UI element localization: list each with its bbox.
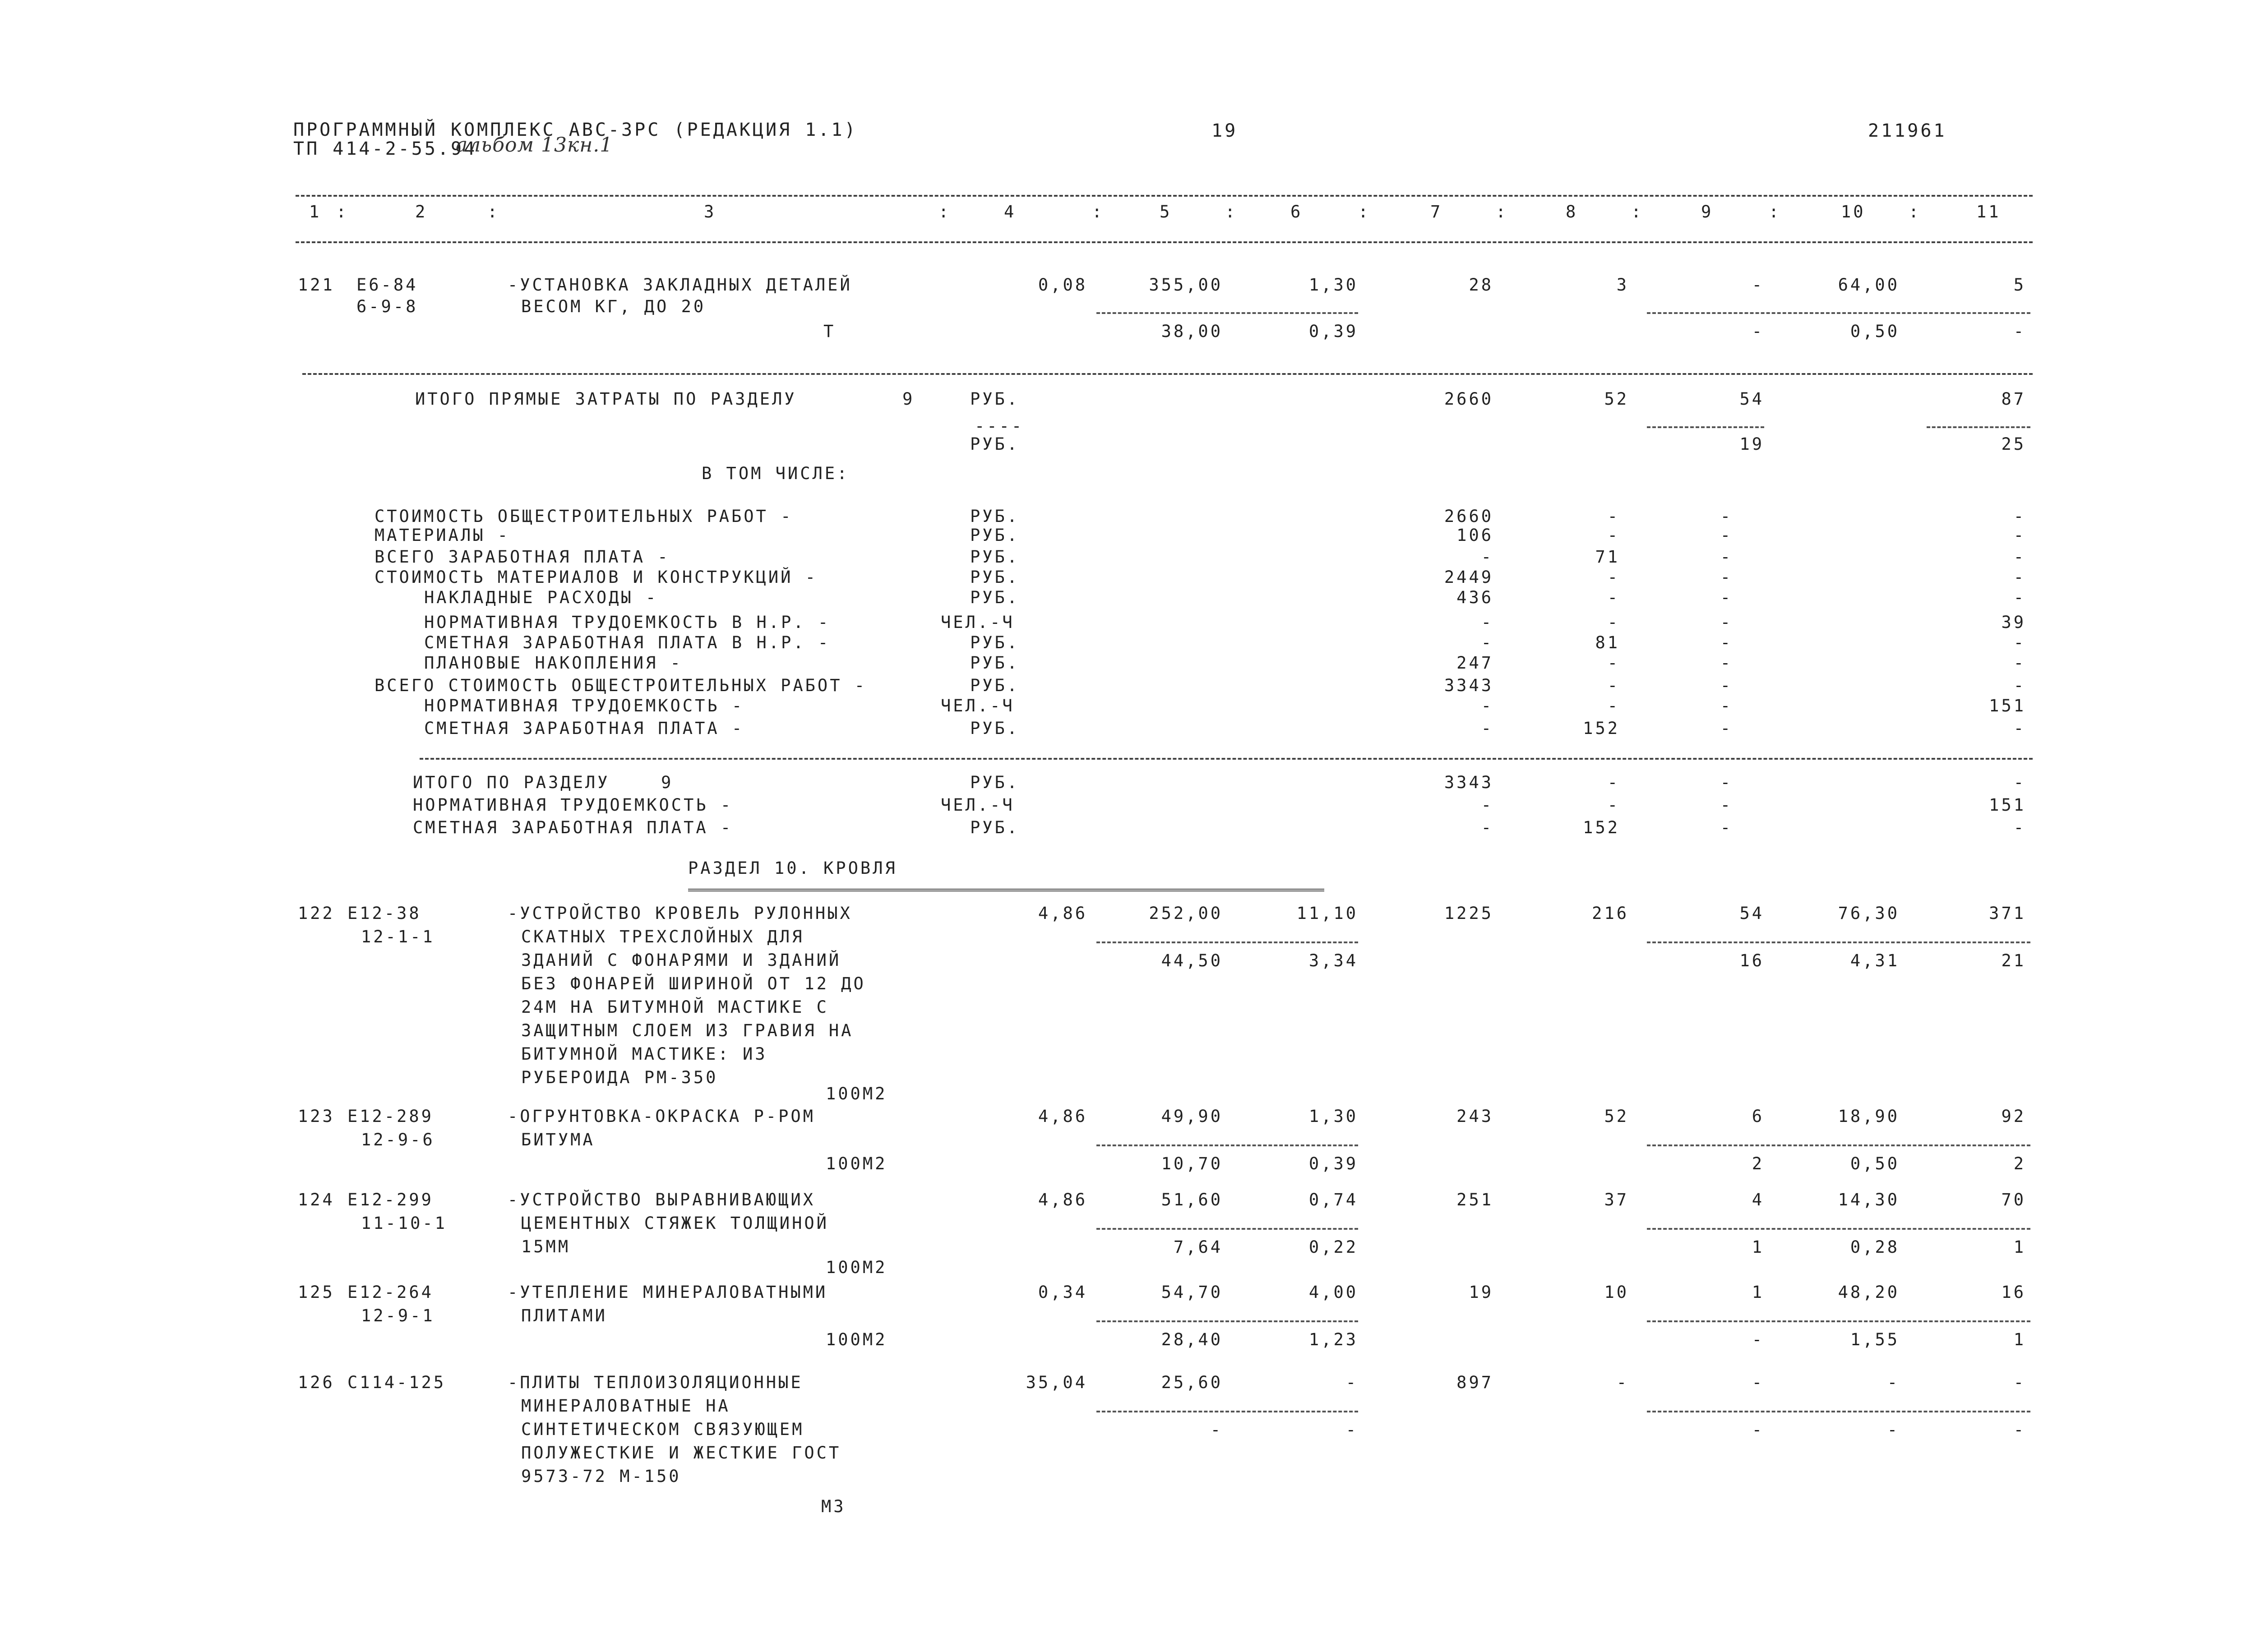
labor-total-machine: 1 [2013, 1330, 2026, 1349]
total-wage: - [1607, 507, 1620, 526]
labor-total: 151 [1989, 696, 2026, 715]
summary-label: ИТОГО ПРЯМЫЕ ЗАТРАТЫ ПО РАЗДЕЛУ [415, 389, 797, 409]
machine-total: - [1720, 633, 1733, 652]
machine-total: - [1720, 795, 1733, 815]
labor-total: 16 [2001, 1283, 2026, 1302]
total-wage: 37 [1604, 1190, 1629, 1209]
breakdown-label: СМЕТНАЯ ЗАРАБОТНАЯ ПЛАТА В Н.Р. - [424, 633, 831, 652]
row-number: 122 [298, 904, 335, 923]
breakdown-label: СТОИМОСТЬ ОБЩЕСТРОИТЕЛЬНЫХ РАБОТ - [374, 507, 793, 526]
labor-total: - [2013, 633, 2026, 652]
row-number: 124 [298, 1190, 335, 1209]
unit: 100М2 [826, 1154, 888, 1173]
total-wage: - [1607, 526, 1620, 545]
machine-wage-total: 2 [1752, 1154, 1764, 1173]
labor-norm-machine: 0,50 [1850, 322, 1900, 341]
machine-total: 6 [1752, 1107, 1764, 1126]
labor-norm: - [1887, 1373, 1900, 1392]
total-wage: 52 [1604, 1107, 1629, 1126]
machine-cost: 1,30 [1308, 1107, 1358, 1126]
total-cost: 2449 [1444, 568, 1493, 587]
total-cost: - [1481, 633, 1493, 652]
machine-total: - [1720, 676, 1733, 695]
section-title: РАЗДЕЛ 10. КРОВЛЯ [688, 858, 897, 878]
machine-total: - [1720, 719, 1733, 738]
total-cost: 243 [1456, 1107, 1493, 1126]
total-wage: 3 [1616, 275, 1629, 295]
labor-norm-machine: 0,50 [1850, 1154, 1900, 1173]
unit-cost: 54,70 [1161, 1283, 1223, 1302]
total-wage: 71 [1595, 547, 1620, 567]
work-description: -УСТРОЙСТВО ВЫРАВНИВАЮЩИХ [508, 1190, 815, 1209]
unit: РУБ. [970, 653, 1020, 673]
col-header: 10 [1841, 202, 1866, 221]
labor-norm: 18,90 [1838, 1107, 1900, 1126]
labor-norm: 14,30 [1838, 1190, 1900, 1209]
handwritten-note: альбом 13кн.1 [456, 134, 613, 157]
row-number: 126 [298, 1373, 335, 1392]
unit: РУБ. [970, 507, 1020, 526]
unit: РУБ. [970, 719, 1020, 738]
machine-total: - [1720, 818, 1733, 837]
total-cost: - [1481, 613, 1493, 632]
total-cost: 3343 [1444, 676, 1493, 695]
rate-code: 6-9-8 [356, 297, 418, 316]
labor-total: 5 [2013, 275, 2026, 295]
rate-code: 12-1-1 [361, 927, 435, 946]
unit: РУБ. [970, 633, 1020, 652]
machine-wage-total: 1 [1752, 1237, 1764, 1257]
page-number: 19 [1211, 120, 1238, 141]
machine-wage: 1,23 [1308, 1330, 1358, 1349]
unit: РУБ. [970, 568, 1020, 587]
col-header: 2 [415, 202, 428, 221]
labor-total: - [2013, 1373, 2026, 1392]
machine-total: - [1720, 568, 1733, 587]
section-number: 9 [661, 773, 674, 792]
work-description: ЗДАНИЙ С ФОНАРЯМИ И ЗДАНИЙ [521, 951, 841, 970]
labor-total-machine: - [2013, 322, 2026, 341]
labor-norm-machine: 4,31 [1850, 951, 1900, 970]
machine-cost: 1,30 [1308, 275, 1358, 295]
row-number: 123 [298, 1107, 335, 1126]
machine-total: - [1720, 613, 1733, 632]
labor-total: - [2013, 676, 2026, 695]
divider [296, 195, 2033, 197]
section-number: 9 [902, 389, 915, 409]
unit: РУБ. [970, 773, 1020, 792]
unit-cost: 51,60 [1161, 1190, 1223, 1209]
unit: ЧЕЛ.-Ч [941, 795, 1015, 815]
labor-total-machine: 21 [2001, 951, 2026, 970]
machine-wage: 0,39 [1308, 322, 1358, 341]
machine-total: 4 [1752, 1190, 1764, 1209]
total-wage: 81 [1595, 633, 1620, 652]
machine-total: - [1720, 526, 1733, 545]
quantity: 0,34 [1038, 1283, 1087, 1302]
machine-total: - [1720, 507, 1733, 526]
machine-wage: 3,34 [1308, 951, 1358, 970]
total-wage: - [1616, 1373, 1629, 1392]
divider [296, 241, 2033, 243]
labor-norm: 48,20 [1838, 1283, 1900, 1302]
section-underline [688, 889, 1324, 891]
work-description: -ОГРУНТОВКА-ОКРАСКА Р-РОМ [508, 1107, 815, 1126]
labor-total: - [2013, 526, 2026, 545]
breakdown-label: НОРМАТИВНАЯ ТРУДОЕМКОСТЬ - [424, 696, 744, 715]
unit-cost: 252,00 [1149, 904, 1223, 923]
unit: РУБ. [970, 547, 1020, 567]
quantity: 4,86 [1038, 1190, 1087, 1209]
unit: Т [823, 322, 836, 341]
total-cost: - [1481, 795, 1493, 815]
total-cost: - [1481, 719, 1493, 738]
unit: РУБ. [970, 526, 1020, 545]
machine-wage: - [1345, 1420, 1358, 1440]
machine-total: - [1720, 696, 1733, 715]
total-cost: 28 [1469, 275, 1493, 295]
work-description: -ПЛИТЫ ТЕПЛОИЗОЛЯЦИОННЫЕ [508, 1373, 803, 1392]
machine-total: 54 [1739, 389, 1764, 409]
total-cost: 1225 [1444, 904, 1493, 923]
program-title: ПРОГРАММНЫЙ КОМПЛЕКС АВС-3РС (РЕДАКЦИЯ 1.1) [293, 120, 858, 140]
total-wage: 52 [1604, 389, 1629, 409]
breakdown-label: МАТЕРИАЛЫ - [374, 526, 510, 545]
col-header: 5 [1160, 202, 1172, 221]
breakdown-label: ПЛАНОВЫЕ НАКОПЛЕНИЯ - [424, 653, 683, 673]
labor-total: - [2013, 818, 2026, 837]
labor-total: - [2013, 507, 2026, 526]
including-label: В ТОМ ЧИСЛЕ: [702, 464, 850, 483]
machine-wage-total: - [1752, 322, 1764, 341]
rate-code: Е12-38 [347, 904, 421, 923]
machine-total: - [1720, 653, 1733, 673]
machine-total: 54 [1739, 904, 1764, 923]
work-description: СИНТЕТИЧЕСКОМ СВЯЗУЮЩЕМ [521, 1420, 804, 1439]
total-cost: 2660 [1444, 507, 1493, 526]
work-description: РУБЕРОИДА РМ-350 [521, 1068, 718, 1087]
labor-total: 70 [2001, 1190, 2026, 1209]
machine-cost: 4,00 [1308, 1283, 1358, 1302]
unit: 100М2 [826, 1258, 888, 1277]
labor-total: - [2013, 547, 2026, 567]
machine-total: - [1752, 275, 1764, 295]
labor-total-machine: - [2013, 1420, 2026, 1440]
total-cost: 247 [1456, 653, 1493, 673]
machine-cost: - [1345, 1373, 1358, 1392]
quantity: 0,08 [1038, 275, 1087, 295]
labor-total-machine: 25 [2001, 434, 2026, 454]
row-number: 121 [298, 275, 335, 295]
labor-norm-machine: - [1887, 1420, 1900, 1440]
labor-total: - [2013, 719, 2026, 738]
unit: 100М2 [826, 1330, 888, 1349]
unit-cost-wage: 44,50 [1161, 951, 1223, 970]
total-cost: 106 [1456, 526, 1493, 545]
rate-code: 12-9-6 [361, 1130, 435, 1149]
unit-cost: 355,00 [1149, 275, 1223, 295]
breakdown-label: НОРМАТИВНАЯ ТРУДОЕМКОСТЬ В Н.Р. - [424, 613, 831, 632]
unit: РУБ. [970, 676, 1020, 695]
rate-code: Е12-289 [347, 1107, 434, 1126]
labor-norm-machine: 1,55 [1850, 1330, 1900, 1349]
unit: РУБ. [970, 434, 1020, 454]
summary-label: НОРМАТИВНАЯ ТРУДОЕМКОСТЬ - [413, 795, 733, 815]
total-cost: 3343 [1444, 773, 1493, 792]
work-description: МИНЕРАЛОВАТНЫЕ НА [521, 1396, 730, 1416]
work-description: ПОЛУЖЕСТКИЕ И ЖЕСТКИЕ ГОСТ [521, 1443, 841, 1463]
work-description: ЗАЩИТНЫМ СЛОЕМ ИЗ ГРАВИЯ НА [521, 1021, 854, 1040]
summary-label: СМЕТНАЯ ЗАРАБОТНАЯ ПЛАТА - [413, 818, 733, 837]
total-cost: 897 [1456, 1373, 1493, 1392]
col-header: 8 [1566, 202, 1578, 221]
work-description: БЕЗ ФОНАРЕЙ ШИРИНОЙ ОТ 12 ДО [521, 974, 866, 993]
total-wage: - [1607, 653, 1620, 673]
total-wage: - [1607, 568, 1620, 587]
unit: РУБ. [970, 588, 1020, 607]
machine-total: - [1752, 1373, 1764, 1392]
labor-norm: 64,00 [1838, 275, 1900, 295]
labor-norm-machine: 0,28 [1850, 1237, 1900, 1257]
labor-total: 371 [1989, 904, 2026, 923]
labor-total: 92 [2001, 1107, 2026, 1126]
col-header: 11 [1976, 202, 2001, 221]
breakdown-label: НАКЛАДНЫЕ РАСХОДЫ - [424, 588, 658, 607]
rate-code: Е12-264 [347, 1283, 434, 1302]
total-wage: - [1607, 676, 1620, 695]
total-wage: 216 [1592, 904, 1629, 923]
machine-total: - [1720, 547, 1733, 567]
labor-total-machine: 1 [2013, 1237, 2026, 1257]
unit-cost-wage: - [1210, 1420, 1223, 1440]
breakdown-label: СМЕТНАЯ ЗАРАБОТНАЯ ПЛАТА - [424, 719, 744, 738]
labor-total: - [2013, 773, 2026, 792]
machine-total: - [1720, 773, 1733, 792]
breakdown-label: ВСЕГО СТОИМОСТЬ ОБЩЕСТРОИТЕЛЬНЫХ РАБОТ - [374, 676, 867, 695]
total-cost: - [1481, 818, 1493, 837]
breakdown-label: ВСЕГО ЗАРАБОТНАЯ ПЛАТА - [374, 547, 670, 567]
work-description: -УТЕПЛЕНИЕ МИНЕРАЛОВАТНЫМИ [508, 1283, 828, 1302]
breakdown-label: СТОИМОСТЬ МАТЕРИАЛОВ И КОНСТРУКЦИЙ - [374, 568, 818, 587]
machine-total: 1 [1752, 1283, 1764, 1302]
divider [420, 758, 2033, 760]
col-header: 1 [309, 202, 322, 221]
machine-total: - [1720, 588, 1733, 607]
total-wage: - [1607, 696, 1620, 715]
work-description: 24М НА БИТУМНОЙ МАСТИКЕ С [521, 997, 829, 1017]
quantity: 4,86 [1038, 904, 1087, 923]
total-cost: - [1481, 547, 1493, 567]
work-description: -УСТРОЙСТВО КРОВЕЛЬ РУЛОННЫХ [508, 904, 852, 923]
rate-code: С114-125 [347, 1373, 446, 1392]
labor-total: 39 [2001, 613, 2026, 632]
col-header: 6 [1290, 202, 1303, 221]
unit: 100М2 [826, 1084, 888, 1103]
labor-total: - [2013, 653, 2026, 673]
work-description: -УСТАНОВКА ЗАКЛАДНЫХ ДЕТАЛЕЙ [508, 275, 852, 295]
total-wage: - [1607, 773, 1620, 792]
total-cost: 436 [1456, 588, 1493, 607]
col-header: 4 [1004, 202, 1017, 221]
col-header: 9 [1701, 202, 1714, 221]
labor-norm: 76,30 [1838, 904, 1900, 923]
unit-cost-wage: 38,00 [1161, 322, 1223, 341]
work-description: СКАТНЫХ ТРЕХСЛОЙНЫХ ДЛЯ [521, 927, 804, 946]
rate-code: 11-10-1 [361, 1214, 447, 1233]
unit: М3 [821, 1497, 846, 1516]
total-cost: - [1481, 696, 1493, 715]
machine-wage: 0,22 [1308, 1237, 1358, 1257]
unit: РУБ. [970, 389, 1020, 409]
total-cost: 2660 [1444, 389, 1493, 409]
machine-wage-total: 16 [1739, 951, 1764, 970]
labor-total: 87 [2001, 389, 2026, 409]
total-wage: - [1607, 795, 1620, 815]
col-header: 3 [704, 202, 717, 221]
total-wage: 10 [1604, 1283, 1629, 1302]
labor-total: 151 [1989, 795, 2026, 815]
document-code: 211961 [1868, 120, 1947, 141]
total-wage: - [1607, 588, 1620, 607]
work-description: 9573-72 М-150 [521, 1467, 681, 1486]
quantity: 4,86 [1038, 1107, 1087, 1126]
unit-cost: 25,60 [1161, 1373, 1223, 1392]
labor-total: - [2013, 588, 2026, 607]
work-description: ВЕСОМ КГ, ДО 20 [521, 297, 706, 316]
rate-code: Е6-84 [356, 275, 418, 295]
total-wage: 152 [1583, 719, 1620, 738]
machine-wage: 0,39 [1308, 1154, 1358, 1173]
project-code: ТП 414-2-55.94 [293, 138, 477, 159]
labor-total: - [2013, 568, 2026, 587]
work-description: БИТУМА [521, 1130, 595, 1149]
divider [302, 373, 2033, 375]
work-description: БИТУМНОЙ МАСТИКЕ: ИЗ [521, 1044, 767, 1064]
quantity: 35,04 [1026, 1373, 1087, 1392]
unit-cost-wage: 7,64 [1173, 1237, 1223, 1257]
unit-cost-wage: 10,70 [1161, 1154, 1223, 1173]
total-wage: - [1607, 613, 1620, 632]
summary-label: ИТОГО ПО РАЗДЕЛУ [413, 773, 610, 792]
machine-wage-total: - [1752, 1330, 1764, 1349]
machine-wage-total: - [1752, 1420, 1764, 1440]
work-description: 15ММ [521, 1237, 571, 1256]
unit: РУБ. [970, 818, 1020, 837]
total-cost: 19 [1469, 1283, 1493, 1302]
unit-cost: 49,90 [1161, 1107, 1223, 1126]
unit-cost-wage: 28,40 [1161, 1330, 1223, 1349]
work-description: ЦЕМЕНТНЫХ СТЯЖЕК ТОЛЩИНОЙ [521, 1214, 829, 1233]
machine-cost: 0,74 [1308, 1190, 1358, 1209]
work-description: ПЛИТАМИ [521, 1306, 607, 1325]
rate-code: 12-9-1 [361, 1306, 435, 1325]
total-cost: 251 [1456, 1190, 1493, 1209]
row-number: 125 [298, 1283, 335, 1302]
rate-code: Е12-299 [347, 1190, 434, 1209]
labor-total-machine: 2 [2013, 1154, 2026, 1173]
unit: ЧЕЛ.-Ч [941, 613, 1015, 632]
unit: ЧЕЛ.-Ч [941, 696, 1015, 715]
machine-cost: 11,10 [1296, 904, 1358, 923]
total-wage: 152 [1583, 818, 1620, 837]
col-header: 7 [1430, 202, 1443, 221]
machine-wage-total: 19 [1739, 434, 1764, 454]
